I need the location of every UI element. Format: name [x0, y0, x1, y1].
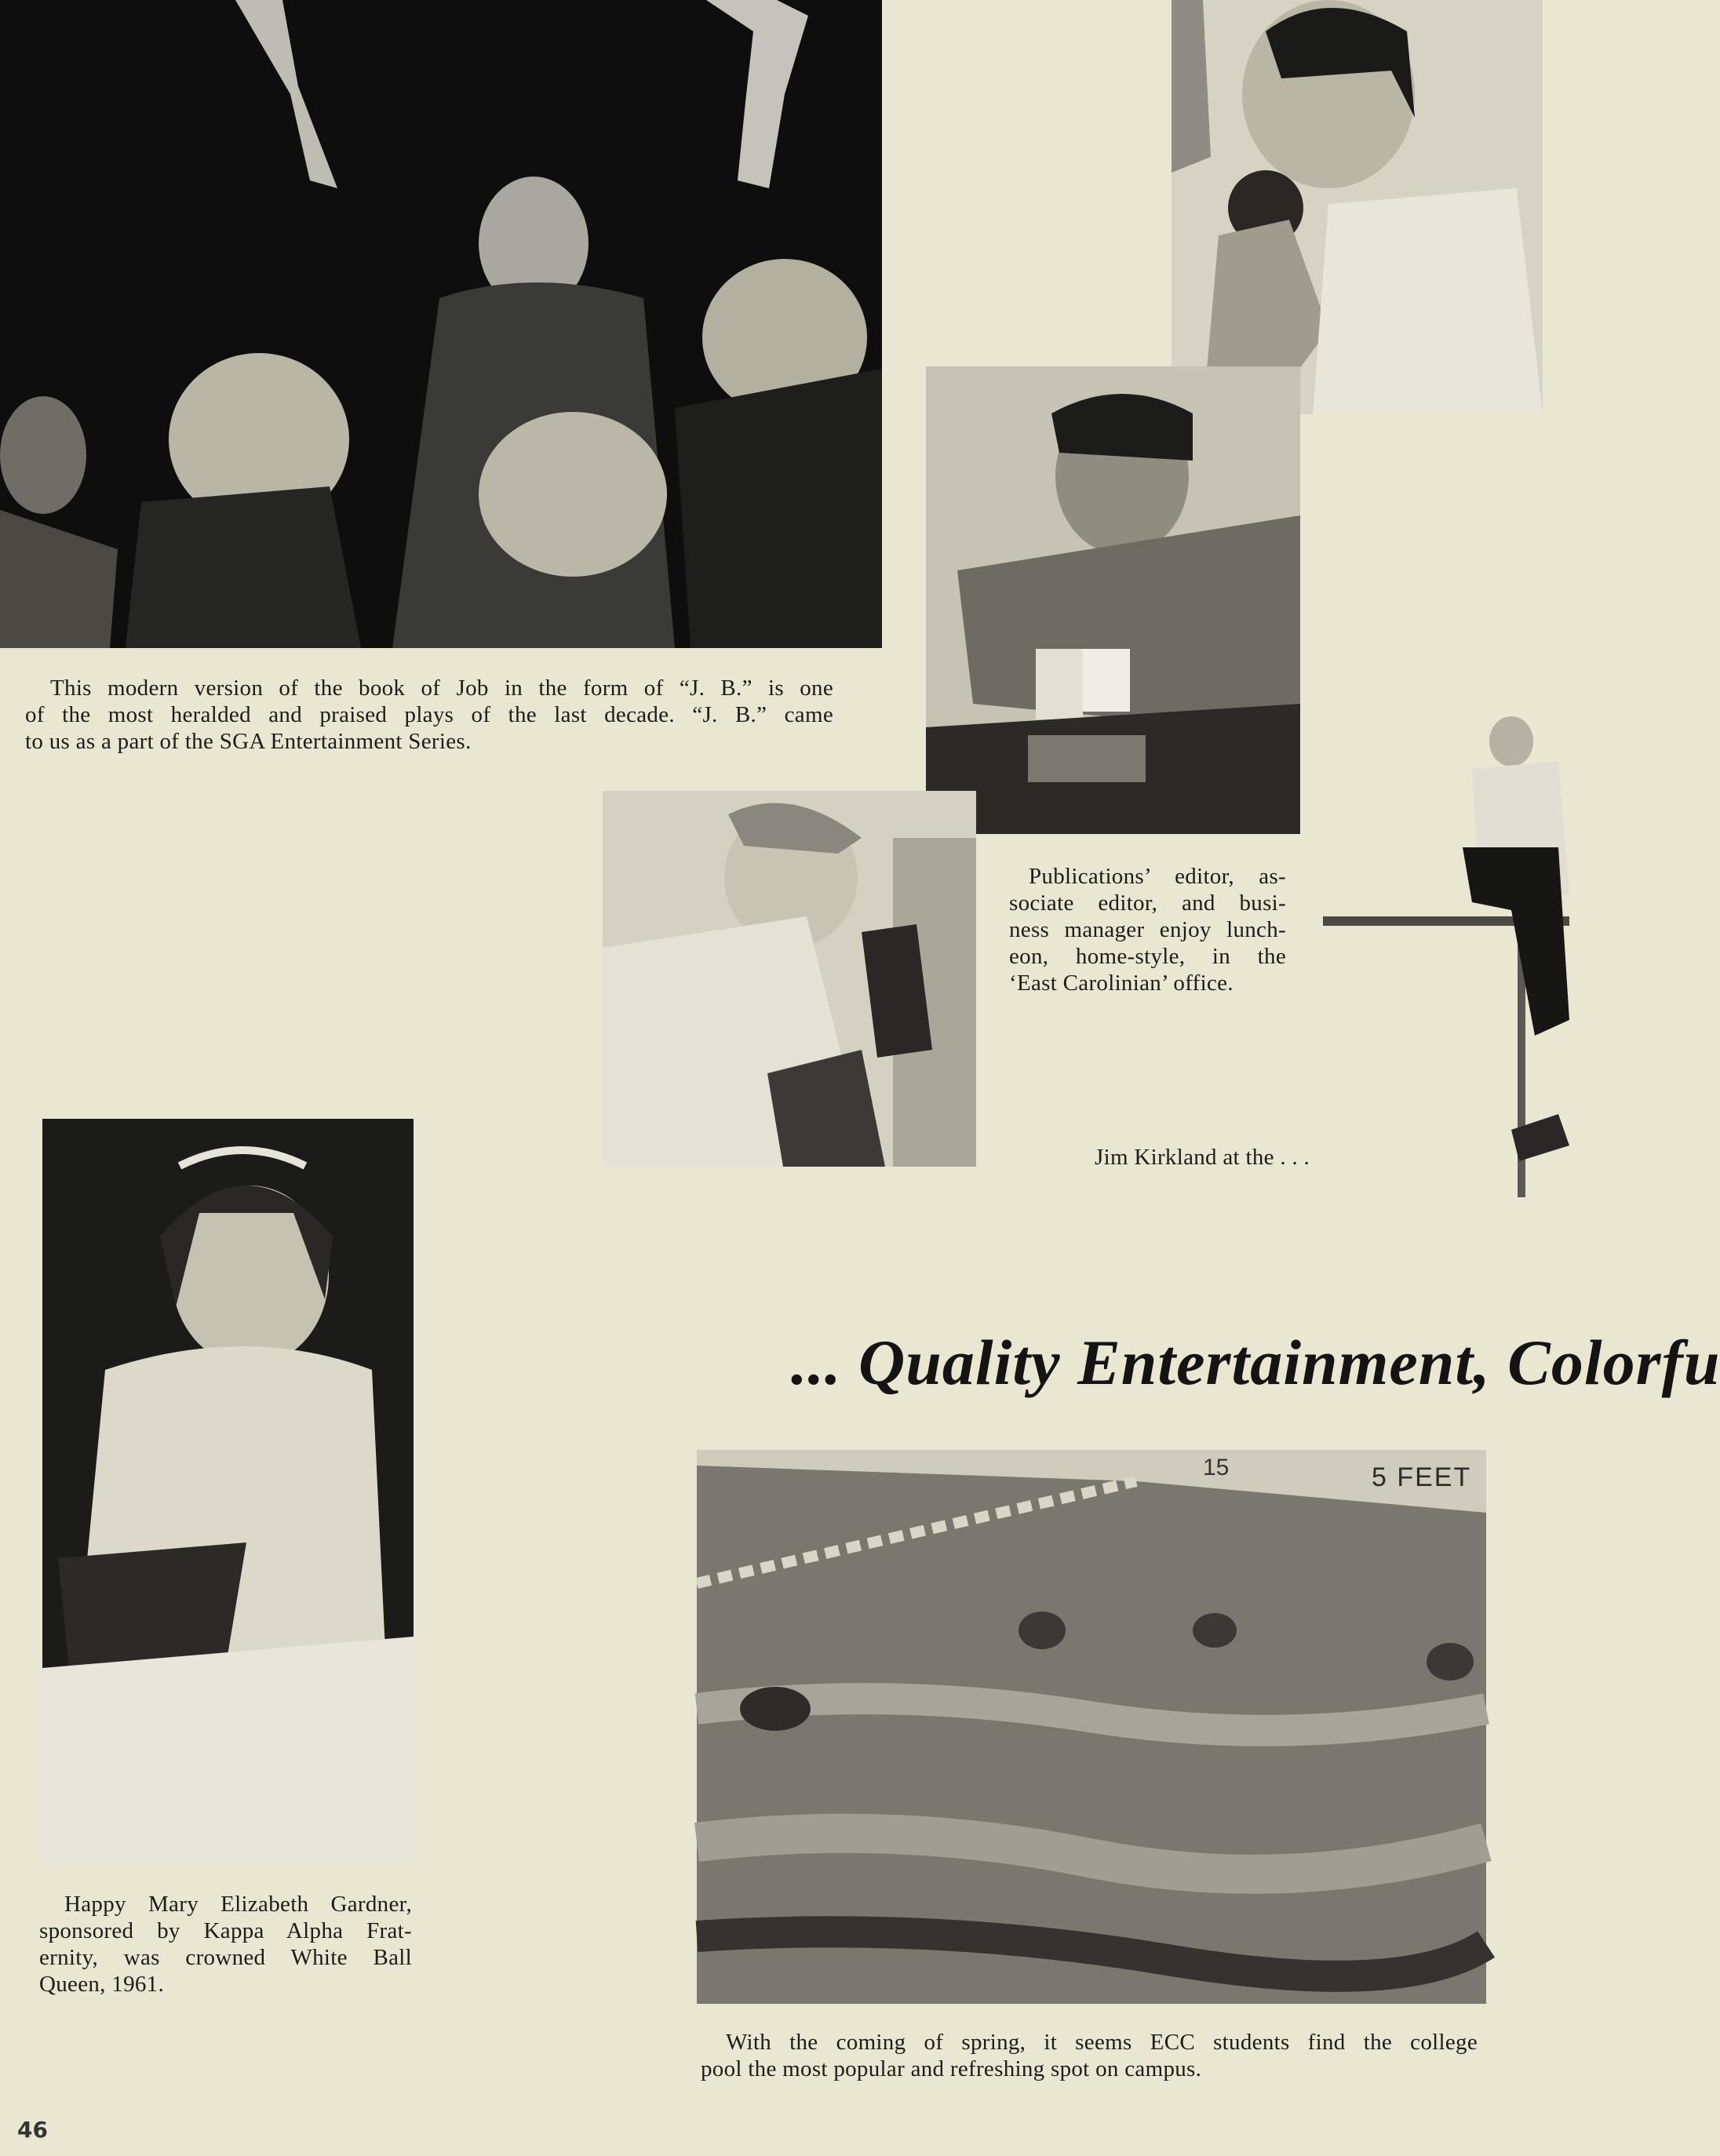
page-number: 46 [17, 2117, 48, 2143]
queen-photo [42, 1119, 414, 1864]
queen-caption-line: Happy Mary Elizabeth Gardner, [64, 1892, 412, 1917]
queen-caption-line: sponsored by Kappa Alpha Frat- [39, 1918, 412, 1943]
jb-caption-line: to us as a part of the SGA Entertainment Series. [25, 729, 472, 754]
apple-photo [1172, 0, 1543, 414]
publications-caption [1009, 863, 1286, 996]
publications-caption-line: ness manager enjoy lunch- [1009, 917, 1286, 942]
jb-caption-line: of the most heralded and praised plays of the last decade. “J. B.” came [25, 702, 833, 727]
pool-caption-line: With the coming of spring, it seems ECC students find the college [726, 2030, 1478, 2055]
publications-caption-line: Publications’ editor, as- [1029, 864, 1286, 889]
jb-play-caption [25, 675, 833, 755]
queen-caption-line: Queen, 1961. [39, 1972, 165, 1997]
section-headline: ... Quality Entertainment, Colorfu [791, 1327, 1720, 1398]
publications-caption-line: ‘East Carolinian’ office. [1009, 971, 1234, 996]
publications-caption-line: sociate editor, and busi- [1009, 890, 1286, 916]
jb-caption-line: This modern version of the book of Job in the form of “J. B.” is one [50, 676, 833, 701]
pool-caption [701, 2029, 1478, 2082]
jb-stage-photo [0, 0, 882, 648]
kirkland-caption: Jim Kirkland at the . . . [1095, 1145, 1310, 1170]
lunch-photo [926, 366, 1300, 834]
microscope-photo [603, 791, 976, 1167]
pool-distance-marker: 15 [1203, 1455, 1230, 1480]
queen-caption [39, 1891, 412, 1998]
publications-caption-line: eon, home-style, in the [1009, 944, 1286, 969]
kirkland-photo [1323, 706, 1569, 1197]
queen-caption-line: ernity, was crowned White Ball [39, 1945, 412, 1970]
pool-depth-marker: 5 FEET [1372, 1462, 1472, 1492]
pool-caption-line: pool the most popular and refreshing spot on campus. [701, 2056, 1202, 2081]
pool-photo [697, 1450, 1486, 2004]
